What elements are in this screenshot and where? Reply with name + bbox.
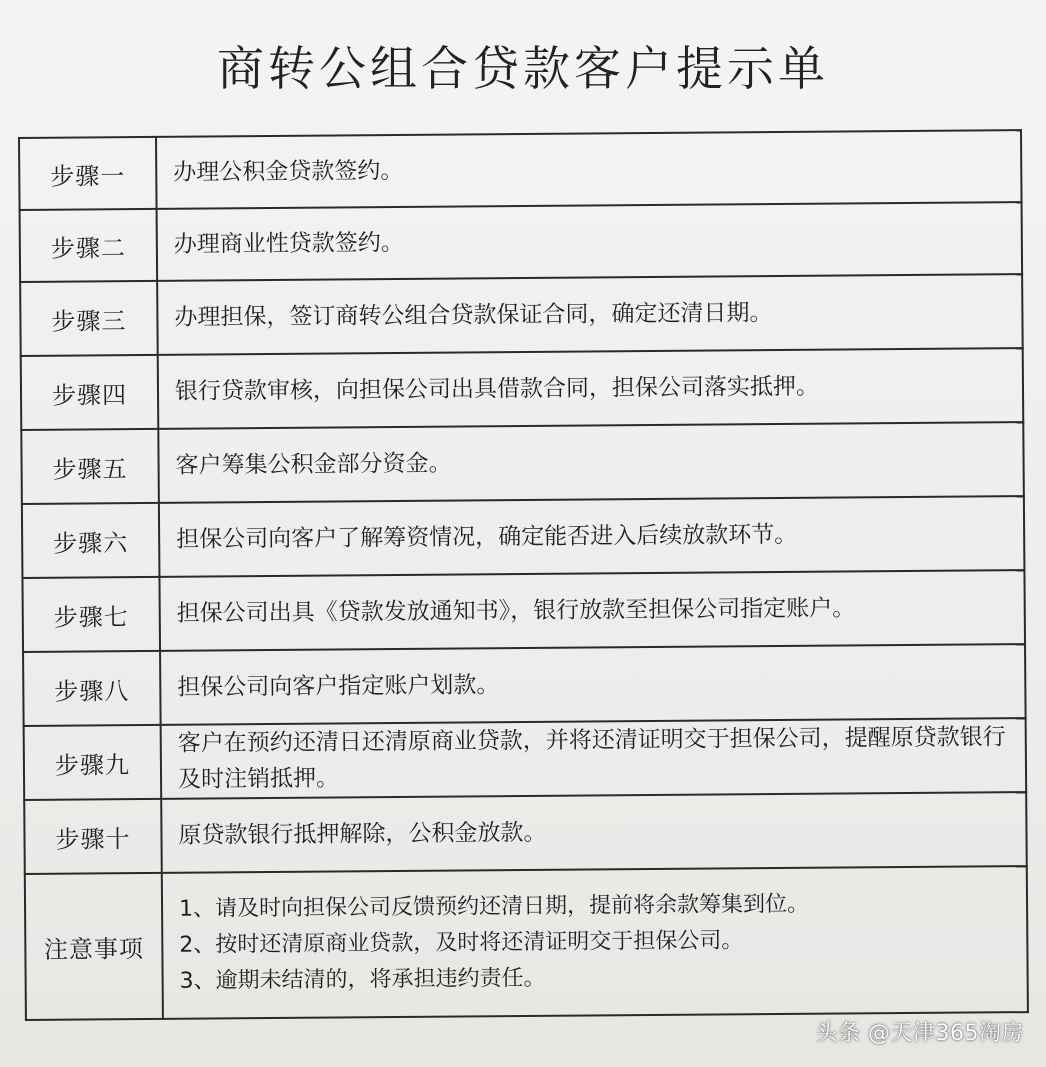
table-row (22, 570, 1025, 652)
step-text: 担保公司向客户了解筹资情况，确定能否进入后续放款环节。 (159, 496, 1025, 577)
step-text: 客户筹集公积金部分资金。 (158, 422, 1024, 503)
step-text: 担保公司向客户指定账户划款。 (160, 644, 1026, 725)
table-row (23, 644, 1026, 726)
step-label: 步骤二 (20, 209, 158, 282)
notes-row (25, 866, 1028, 1020)
step-label: 步骤六 (22, 503, 160, 578)
table-row (24, 718, 1027, 800)
step-label: 步骤七 (22, 577, 160, 652)
notes-label: 注意事项 (25, 873, 163, 1020)
step-text: 办理公积金贷款签约。 (156, 130, 1022, 209)
step-label: 步骤五 (21, 429, 159, 504)
table-row (24, 792, 1027, 874)
table-row (21, 348, 1024, 430)
step-label: 步骤九 (24, 725, 162, 800)
step-label: 步骤四 (21, 355, 159, 430)
table-row (19, 130, 1022, 210)
steps-sheet (18, 129, 1029, 1021)
step-text: 办理商业性贷款签约。 (157, 202, 1023, 281)
document-title: 商转公组合贷款客户提示单 (217, 42, 829, 97)
step-text: 担保公司出具《贷款发放通知书》，银行放款至担保公司指定账户。 (159, 570, 1025, 651)
watermark: 头条 @天津365淘房 (815, 1021, 1024, 1046)
step-text: 银行贷款审核，向担保公司出具借款合同，担保公司落实抵押。 (158, 348, 1024, 429)
note-item: 1、请及时向担保公司反馈预约还清日期，提前将余款筹集到位。 (178, 891, 810, 922)
step-text: 原贷款银行抵押解除，公积金放款。 (161, 792, 1027, 873)
step-label: 步骤八 (23, 651, 161, 726)
table-row (22, 496, 1025, 578)
step-label: 步骤三 (20, 281, 158, 356)
step-label: 步骤一 (19, 137, 157, 210)
note-item: 3、逾期未结清的，将承担违约责任。 (179, 965, 546, 994)
table-row (20, 274, 1023, 356)
table-row (20, 202, 1023, 282)
steps-table (18, 129, 1029, 1021)
note-item: 2、按时还清原商业贷款，及时将还清证明交于担保公司。 (179, 928, 744, 958)
step-text: 客户在预约还清日还清原商业贷款，并将还清证明交于担保公司，提醒原贷款银行及时注销抵押。 (161, 718, 1027, 799)
table-row (21, 422, 1024, 504)
notes-content (162, 866, 1028, 1019)
step-label: 步骤十 (24, 799, 162, 874)
step-text: 办理担保，签订商转公组合贷款保证合同，确定还清日期。 (157, 274, 1023, 355)
